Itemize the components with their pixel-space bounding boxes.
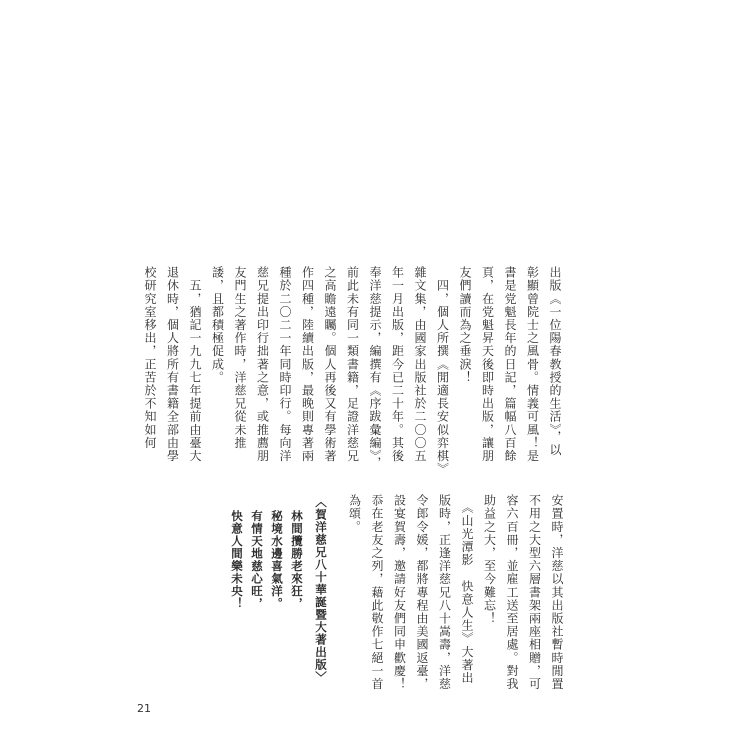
page-number: 21	[137, 702, 151, 715]
poem	[227, 496, 331, 684]
text-column: 奉洋慈提示，編撰有《序跋彙編》，	[368, 266, 382, 470]
upper-text-block	[139, 266, 567, 486]
text-column: 為頌。	[347, 494, 362, 534]
text-column: 年一月出版，距今已二十年。其後	[390, 266, 405, 463]
text-column: 退休時，個人將所有書籍全部由學	[165, 266, 180, 463]
text-column: 設宴賀壽，邀請好友們同申歡慶！	[392, 494, 407, 691]
text-column: 五，猶記一九九七年提前由臺大	[188, 266, 202, 463]
text-column: 之高瞻遠矚。個人再後又有學術著	[323, 266, 337, 463]
text-column: 版時，正逢洋慈兄八十嵩壽，洋慈	[437, 494, 452, 691]
poem-line-1: 林間攬勝老來狂，	[290, 510, 304, 610]
poem-line-2: 秘境水邊喜氣洋。	[270, 510, 284, 610]
text-column: 助益之大，至今難忘！	[482, 494, 497, 625]
poem-line-3: 有情天地慈心旺，	[250, 510, 264, 610]
text-column: 容六百冊，並雇工送至居處。對我	[505, 494, 519, 691]
text-column: 雜文集，由國家出版社於二〇〇五	[413, 266, 427, 463]
text-column: 作四種，陸續出版，最晚則專著兩	[300, 266, 315, 463]
text-column: 友們讀而為之垂淚！	[458, 266, 472, 384]
text-column: 種於二〇二一年同時印行。每向洋	[278, 266, 292, 463]
poem-title: 〈賀洋慈兄八十華誕暨大著出版〉	[314, 496, 328, 684]
lower-text-block	[343, 494, 568, 704]
text-column: 前此未有同一類書籍，足證洋慈兄	[345, 266, 360, 463]
text-column: 校研究室移出，正苦於不知如何	[143, 266, 157, 450]
text-column: 不用之大型六層書架兩座相贈，可	[527, 494, 542, 691]
poem-line-4: 快意人間樂未央！	[230, 510, 244, 610]
text-column: 四，個人所撰《閒適長安似弈棋》	[435, 266, 450, 476]
text-column: 安置時，洋慈以其出版社暫時閒置	[550, 494, 564, 691]
text-column: 令郎令媛，都將專程由美國返臺，	[415, 494, 429, 691]
text-column: 友門生之著作時，洋慈兄從未推	[233, 266, 247, 450]
text-column: 忝在老友之列，藉此敬作七絕一首	[370, 494, 384, 691]
text-column: 諉，且都積極促成。	[210, 266, 225, 384]
text-column: 頁，在党魁昇天後即時出版，讓朋	[480, 266, 495, 463]
text-column: 書是党魁長年的日記，篇幅八百餘	[503, 266, 517, 463]
text-column: 彰顯曾院士之風骨。情義可風！是	[525, 266, 540, 463]
text-column: 《山光潭影 快意人生》大著出	[460, 494, 474, 685]
text-column: 慈兄提出印行拙著之意，或推薦朋	[255, 266, 270, 463]
text-column: 出版《一位陽春教授的生活》，以	[548, 266, 562, 457]
